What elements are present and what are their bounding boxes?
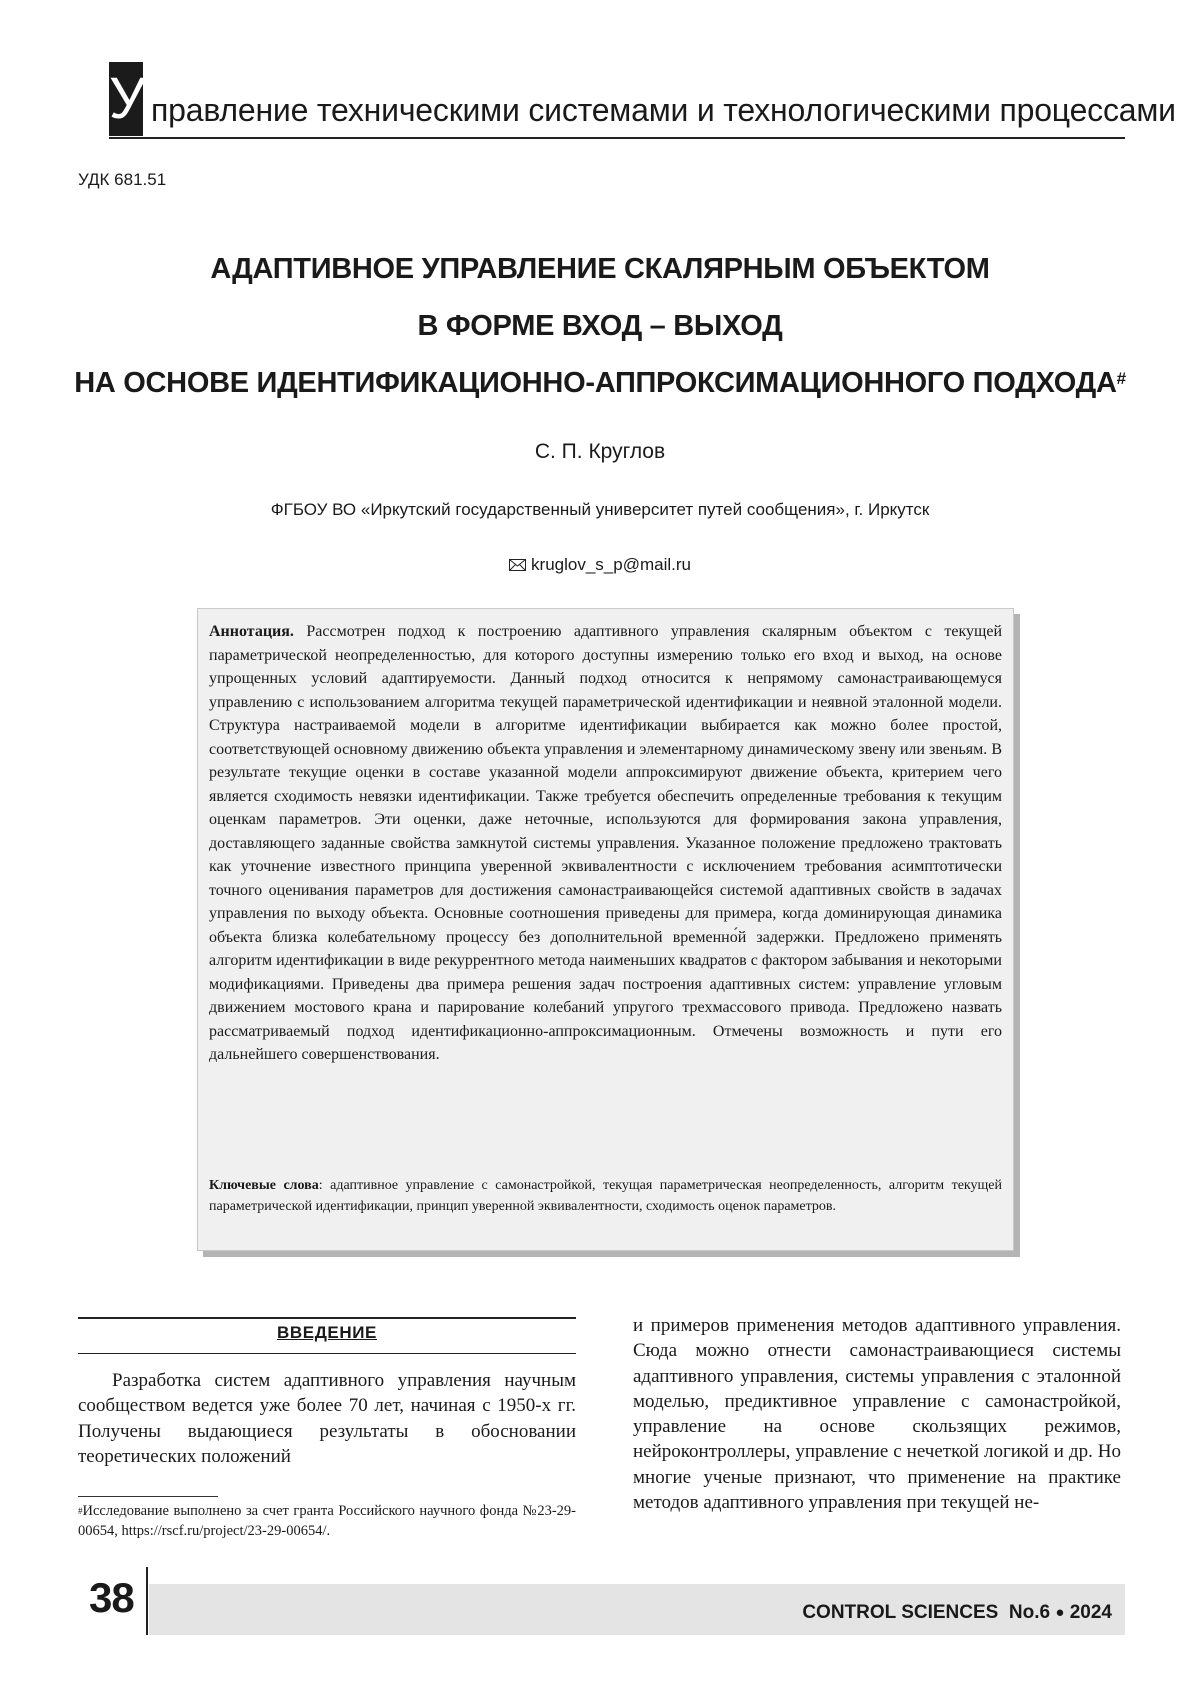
keywords-label: Ключевые слова bbox=[209, 1178, 319, 1193]
running-header-title: правление техническими системами и технологическими процессами bbox=[151, 92, 1176, 128]
body-column-right: и примеров применения методов адаптивного управления. Сюда можно отнести самонастраивающиеся системы адаптивного управления, системы управления с эталонной моделью, предиктивное управление с самонастройкой, управление на основе скользящих режимов, нейроконтроллеры, управление с нечеткой логикой и др. Но многие ученые признают, что применение на практике методов адаптивного управления при текущей не- bbox=[633, 1315, 1121, 1514]
page-number: 38 bbox=[89, 1574, 134, 1621]
title-line-3-text: НА ОСНОВЕ ИДЕНТИФИКАЦИОННО-АППРОКСИМАЦИОННОГО ПОДХОДА bbox=[74, 367, 1117, 399]
author-name: С. П. Круглов bbox=[534, 440, 666, 463]
article-title-line-3 bbox=[0, 363, 1200, 403]
footnote bbox=[78, 1501, 576, 1541]
footnote-rule bbox=[78, 1496, 218, 1497]
email-address[interactable]: kruglov_s_p@mail.ru bbox=[531, 555, 691, 574]
keywords-text: : адаптивное управление с самонастройкой, текущая параметрическая неопределенность, алгоритм текущей параметрической идентификации, принцип уверенной эквивалентности, сходимость оценок параметров. bbox=[209, 1178, 1002, 1214]
udk-code: УДК 681.51 bbox=[78, 170, 167, 189]
abstract-label: Аннотация. bbox=[209, 623, 294, 640]
abstract bbox=[209, 620, 1002, 1067]
abstract-text: Рассмотрен подход к построению адаптивного управления скалярным объектом с текущей параметрической неопределенностью, для которого доступны измерению только его вход и выход, на основе упрощенных условий адаптируемости. Данный подход относится к непрямому самонастраивающемуся управлению с использованием алгоритма текущей параметрической идентификации и неявной эталонной модели. Структура настраиваемой модели в алгоритме идентификации выбирается как можно более простой, соответствующей основному движению объекта управления и элементарному динамическому звену или звеньям. В результате текущие оценки в составе указанной модели аппроксимируют движение объекта, критерием чего является сходимость невязки идентификации. Также требуется обеспечить определенные требования к текущим оценкам параметров. Эти оценки, даже неточные, используются для формирования закона управления, доставляющего заданные свойства замкнутой системы управления. Указанное положение предложено трактовать как уточнение известного принципа уверенной эквивалентности с исключением требования асимптотически точного оценивания параметров для достижения самонастраивающейся системой адаптивных свойств в задачах управления по выходу объекта. Основные соотношения приведены для примера, когда доминирующая динамика объекта близка колебательному процессу без дополнительной временно́й задержки. Предложено применять алгоритм идентификации в виде рекуррентного метода наименьших квадратов с фактором забывания и некоторыми модификациями. Приведены два примера решения задач построения адаптивных систем: управление угловым движением мостового крана и парирование колебаний упругого трехмассового привода. Предложено назвать рассматриваемый подход идентификационно-аппроксимационным. Отмечены возможность и пути его дальнейшего совершенствования. bbox=[209, 623, 1002, 1063]
journal-issue: No.6 bbox=[1008, 1602, 1051, 1623]
journal-info bbox=[802, 1602, 1112, 1624]
section-rule-bottom bbox=[78, 1353, 576, 1354]
bullet-separator: ● bbox=[1055, 1604, 1065, 1621]
author-email bbox=[0, 555, 1200, 575]
article-title-line-2: В ФОРМЕ ВХОД – ВЫХОД bbox=[417, 310, 783, 342]
keywords bbox=[209, 1176, 1002, 1217]
header-initial-letter: У bbox=[109, 62, 143, 136]
header-rule bbox=[109, 137, 1125, 139]
body-column-left: Разработка систем адаптивного управления научным сообществом ведется уже более 70 лет, начиная с 1950-х гг. Получены выдающиеся результаты в обосновании теоретических положений bbox=[78, 1370, 576, 1467]
section-heading: ВВЕДЕНИЕ bbox=[277, 1323, 377, 1342]
footnote-text: Исследование выполнено за счет гранта Российского научного фонда №23-29-00654, https://rscf.ru/project/23-29-00654/. bbox=[78, 1503, 576, 1539]
section-rule-top bbox=[78, 1317, 576, 1319]
journal-year: 2024 bbox=[1069, 1602, 1112, 1623]
footnote-mark: # bbox=[78, 1506, 83, 1516]
affiliation: ФГБОУ ВО «Иркутский государственный университет путей сообщения», г. Иркутск bbox=[270, 500, 930, 519]
journal-name: CONTROL SCIENCES bbox=[802, 1602, 999, 1623]
title-footnote-mark: # bbox=[1116, 369, 1126, 388]
envelope-icon bbox=[509, 559, 526, 571]
article-title-line-1: АДАПТИВНОЕ УПРАВЛЕНИЕ СКАЛЯРНЫМ ОБЪЕКТОМ bbox=[210, 253, 990, 285]
footer-divider bbox=[146, 1567, 148, 1635]
